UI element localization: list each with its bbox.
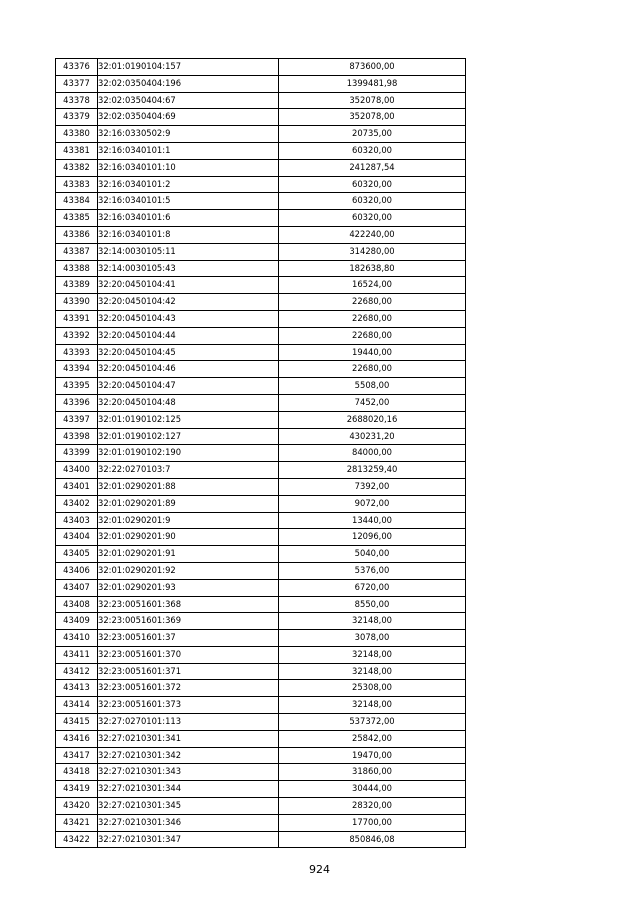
cadastral-number-cell: 32:16:0340101:5 [98,193,279,210]
row-number-cell: 43420 [56,798,98,815]
cadastral-number-cell: 32:01:0190104:157 [98,59,279,76]
row-number-cell: 43413 [56,680,98,697]
table-row [56,428,466,445]
table-row [56,579,466,596]
table-row [56,310,466,327]
value-cell: 5040,00 [279,546,466,563]
cadastral-number-cell: 32:23:0051601:37 [98,630,279,647]
value-cell: 30444,00 [279,781,466,798]
value-cell: 5508,00 [279,378,466,395]
row-number-cell: 43399 [56,445,98,462]
cadastral-number-cell: 32:16:0340101:1 [98,142,279,159]
cadastral-number-cell: 32:20:0450104:44 [98,327,279,344]
value-cell: 22680,00 [279,310,466,327]
cadastral-number-cell: 32:20:0450104:41 [98,277,279,294]
cadastral-number-cell: 32:01:0290201:93 [98,579,279,596]
table-row [56,495,466,512]
value-cell: 16524,00 [279,277,466,294]
cadastral-number-cell: 32:01:0190102:190 [98,445,279,462]
table-row [56,109,466,126]
table-row [56,277,466,294]
value-cell: 22680,00 [279,294,466,311]
row-number-cell: 43398 [56,428,98,445]
table-row [56,730,466,747]
table-row [56,613,466,630]
row-number-cell: 43397 [56,411,98,428]
row-number-cell: 43385 [56,210,98,227]
value-cell: 430231,20 [279,428,466,445]
cadastral-number-cell: 32:20:0450104:47 [98,378,279,395]
table-row [56,798,466,815]
table-row [56,59,466,76]
value-cell: 2688020,16 [279,411,466,428]
cadastral-number-cell: 32:27:0210301:347 [98,831,279,848]
value-cell: 873600,00 [279,59,466,76]
table-row [56,294,466,311]
table-row [56,75,466,92]
cadastral-number-cell: 32:02:0350404:196 [98,75,279,92]
table-row [56,478,466,495]
cadastral-number-cell: 32:01:0190102:125 [98,411,279,428]
value-cell: 8550,00 [279,596,466,613]
row-number-cell: 43402 [56,495,98,512]
table-row [56,176,466,193]
value-cell: 84000,00 [279,445,466,462]
row-number-cell: 43391 [56,310,98,327]
row-number-cell: 43412 [56,663,98,680]
value-cell: 241287,54 [279,159,466,176]
table-row [56,327,466,344]
table-row [56,714,466,731]
page-number: 924 [309,863,330,876]
cadastral-number-cell: 32:27:0210301:343 [98,764,279,781]
row-number-cell: 43411 [56,646,98,663]
value-cell: 60320,00 [279,176,466,193]
cadastral-number-cell: 32:16:0340101:10 [98,159,279,176]
row-number-cell: 43389 [56,277,98,294]
value-cell: 19440,00 [279,344,466,361]
row-number-cell: 43390 [56,294,98,311]
table-row [56,663,466,680]
value-cell: 19470,00 [279,747,466,764]
value-cell: 17700,00 [279,814,466,831]
table-row [56,781,466,798]
cadastral-number-cell: 32:22:0270103:7 [98,462,279,479]
value-cell: 352078,00 [279,109,466,126]
cadastral-number-cell: 32:14:0030105:43 [98,260,279,277]
row-number-cell: 43407 [56,579,98,596]
value-cell: 9072,00 [279,495,466,512]
table-row [56,210,466,227]
row-number-cell: 43396 [56,394,98,411]
cadastral-number-cell: 32:16:0340101:2 [98,176,279,193]
cadastral-number-cell: 32:27:0210301:346 [98,814,279,831]
row-number-cell: 43405 [56,546,98,563]
row-number-cell: 43381 [56,142,98,159]
value-cell: 537372,00 [279,714,466,731]
table-row [56,226,466,243]
row-number-cell: 43395 [56,378,98,395]
value-cell: 13440,00 [279,512,466,529]
row-number-cell: 43388 [56,260,98,277]
table-row [56,193,466,210]
table-row [56,747,466,764]
row-number-cell: 43419 [56,781,98,798]
value-cell: 31860,00 [279,764,466,781]
row-number-cell: 43418 [56,764,98,781]
row-number-cell: 43376 [56,59,98,76]
row-number-cell: 43403 [56,512,98,529]
cadastral-number-cell: 32:27:0210301:344 [98,781,279,798]
cadastral-number-cell: 32:01:0190102:127 [98,428,279,445]
data-table [55,58,466,848]
value-cell: 3078,00 [279,630,466,647]
table-row [56,361,466,378]
value-cell: 1399481,98 [279,75,466,92]
table-row [56,831,466,848]
table-row [56,378,466,395]
table-row [56,243,466,260]
row-number-cell: 43383 [56,176,98,193]
row-number-cell: 43404 [56,529,98,546]
row-number-cell: 43382 [56,159,98,176]
table-row [56,562,466,579]
table-row [56,630,466,647]
cadastral-number-cell: 32:27:0210301:341 [98,730,279,747]
cadastral-number-cell: 32:02:0350404:67 [98,92,279,109]
cadastral-number-cell: 32:16:0330502:9 [98,126,279,143]
table-body [56,59,466,848]
value-cell: 7392,00 [279,478,466,495]
table-row [56,159,466,176]
cadastral-number-cell: 32:02:0350404:69 [98,109,279,126]
row-number-cell: 43410 [56,630,98,647]
table-row [56,512,466,529]
cadastral-number-cell: 32:01:0290201:91 [98,546,279,563]
value-cell: 28320,00 [279,798,466,815]
table-row [56,344,466,361]
cadastral-number-cell: 32:23:0051601:370 [98,646,279,663]
value-cell: 25842,00 [279,730,466,747]
table-row [56,529,466,546]
value-cell: 6720,00 [279,579,466,596]
value-cell: 12096,00 [279,529,466,546]
row-number-cell: 43393 [56,344,98,361]
table-row [56,126,466,143]
row-number-cell: 43417 [56,747,98,764]
row-number-cell: 43416 [56,730,98,747]
value-cell: 7452,00 [279,394,466,411]
cadastral-number-cell: 32:20:0450104:45 [98,344,279,361]
cadastral-number-cell: 32:01:0290201:88 [98,478,279,495]
table-row [56,546,466,563]
value-cell: 850846,08 [279,831,466,848]
value-cell: 60320,00 [279,142,466,159]
cadastral-number-cell: 32:20:0450104:42 [98,294,279,311]
cadastral-number-cell: 32:16:0340101:8 [98,226,279,243]
cadastral-number-cell: 32:27:0210301:345 [98,798,279,815]
row-number-cell: 43394 [56,361,98,378]
cadastral-number-cell: 32:20:0450104:43 [98,310,279,327]
cadastral-number-cell: 32:01:0290201:92 [98,562,279,579]
row-number-cell: 43409 [56,613,98,630]
table-row [56,697,466,714]
row-number-cell: 43384 [56,193,98,210]
value-cell: 32148,00 [279,697,466,714]
value-cell: 20735,00 [279,126,466,143]
value-cell: 352078,00 [279,92,466,109]
row-number-cell: 43377 [56,75,98,92]
table-row [56,260,466,277]
value-cell: 60320,00 [279,193,466,210]
table-row [56,445,466,462]
row-number-cell: 43421 [56,814,98,831]
cadastral-number-cell: 32:14:0030105:11 [98,243,279,260]
cadastral-number-cell: 32:01:0290201:90 [98,529,279,546]
value-cell: 22680,00 [279,327,466,344]
row-number-cell: 43392 [56,327,98,344]
cadastral-number-cell: 32:27:0270101:113 [98,714,279,731]
cadastral-number-cell: 32:20:0450104:46 [98,361,279,378]
table-row [56,92,466,109]
cadastral-number-cell: 32:20:0450104:48 [98,394,279,411]
cadastral-number-cell: 32:23:0051601:369 [98,613,279,630]
cadastral-number-cell: 32:23:0051601:371 [98,663,279,680]
cadastral-number-cell: 32:23:0051601:368 [98,596,279,613]
value-cell: 60320,00 [279,210,466,227]
value-cell: 314280,00 [279,243,466,260]
table-row [56,814,466,831]
value-cell: 32148,00 [279,613,466,630]
value-cell: 25308,00 [279,680,466,697]
row-number-cell: 43386 [56,226,98,243]
row-number-cell: 43406 [56,562,98,579]
row-number-cell: 43401 [56,478,98,495]
value-cell: 22680,00 [279,361,466,378]
row-number-cell: 43387 [56,243,98,260]
table-row [56,646,466,663]
row-number-cell: 43378 [56,92,98,109]
table-row [56,680,466,697]
table-row [56,764,466,781]
value-cell: 2813259,40 [279,462,466,479]
row-number-cell: 43379 [56,109,98,126]
value-cell: 182638,80 [279,260,466,277]
cadastral-number-cell: 32:27:0210301:342 [98,747,279,764]
row-number-cell: 43415 [56,714,98,731]
table-row [56,462,466,479]
table-row [56,596,466,613]
table-row [56,411,466,428]
value-cell: 5376,00 [279,562,466,579]
row-number-cell: 43400 [56,462,98,479]
row-number-cell: 43422 [56,831,98,848]
value-cell: 32148,00 [279,646,466,663]
cadastral-number-cell: 32:01:0290201:89 [98,495,279,512]
row-number-cell: 43408 [56,596,98,613]
row-number-cell: 43414 [56,697,98,714]
cadastral-number-cell: 32:01:0290201:9 [98,512,279,529]
cadastral-number-cell: 32:23:0051601:372 [98,680,279,697]
cadastral-number-cell: 32:23:0051601:373 [98,697,279,714]
cadastral-number-cell: 32:16:0340101:6 [98,210,279,227]
table-row [56,394,466,411]
row-number-cell: 43380 [56,126,98,143]
value-cell: 422240,00 [279,226,466,243]
value-cell: 32148,00 [279,663,466,680]
table-row [56,142,466,159]
